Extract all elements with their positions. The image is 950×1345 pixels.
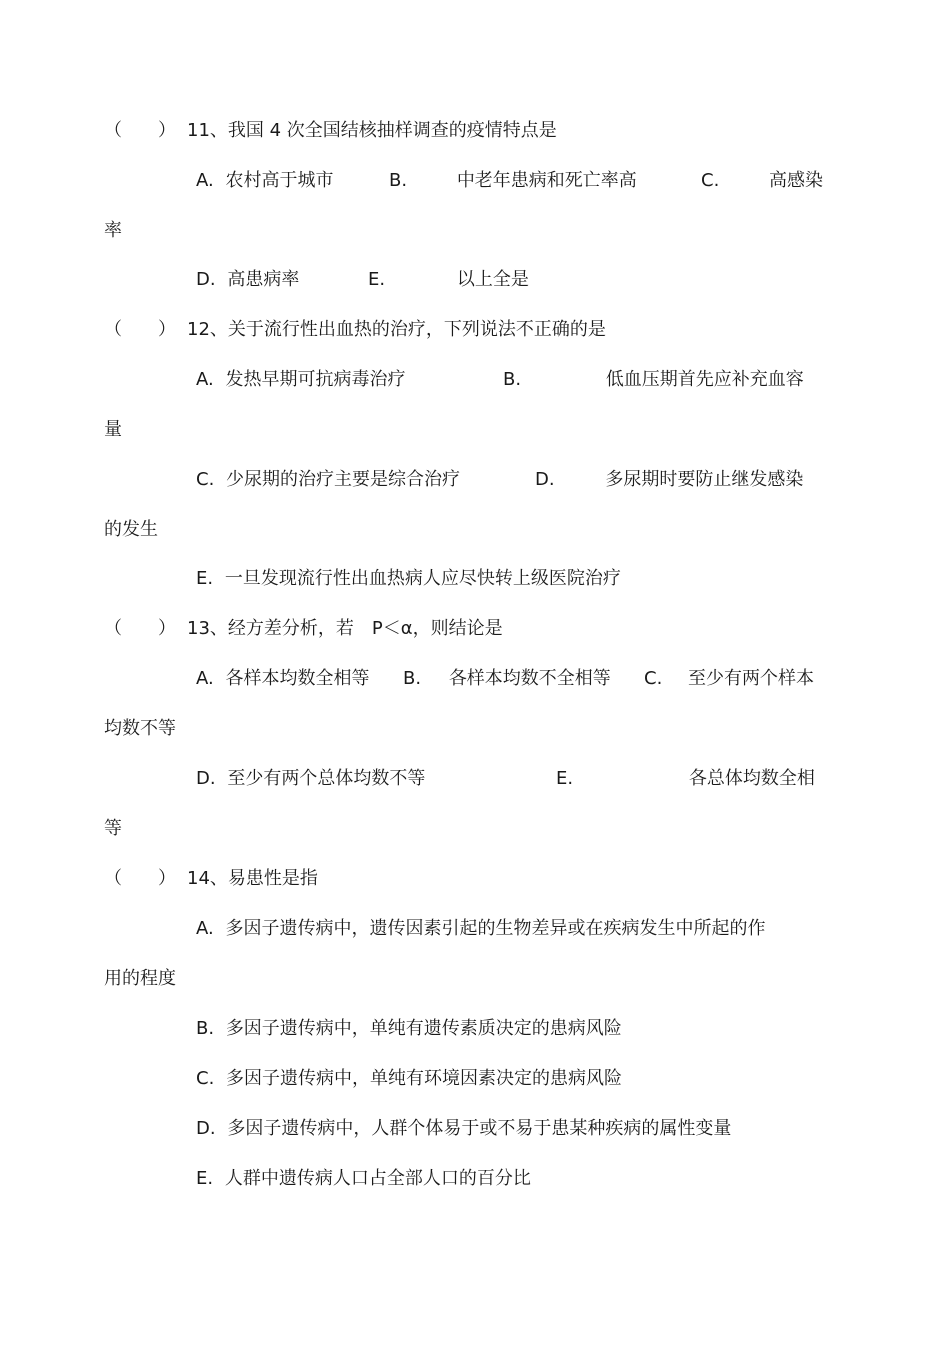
question-13-option-d [196,767,425,791]
option-text: 各总体均数全相 [688,768,815,789]
answer-paren: （ ） [104,618,176,639]
option-letter: B. [389,170,408,191]
option-letter: E. [196,568,214,589]
option-letter: B. [503,369,522,390]
question-14-stem [104,867,318,891]
option-text: 高感染 [769,170,824,191]
option-text: 高患病率 [227,269,300,290]
question-13-option-c-wrap [104,717,176,741]
option-letter: B. [403,668,422,689]
option-text-continued: 用的程度 [104,968,176,989]
option-letter: E. [368,269,386,290]
option-text: 人群中遗传病人口占全部人口的百分比 [224,1168,531,1189]
question-13-option-b [403,667,611,691]
question-11-option-c-wrap [104,219,122,243]
option-letter: A. [196,369,214,390]
question-13-stem [104,617,503,641]
question-14-option-a [196,917,765,941]
question-11-option-b [389,169,637,193]
answer-paren: （ ） [104,868,176,889]
option-letter: D. [196,768,216,789]
question-12-option-a [196,368,405,392]
option-letter: C. [701,170,720,191]
question-12-option-c [196,468,460,492]
question-11-option-c [701,169,823,193]
option-letter: C. [644,668,663,689]
question-12-option-d-wrap [104,518,158,542]
option-letter: C. [196,469,215,490]
option-text: 多因子遗传病中，人群个体易于或不易于患某种疾病的属性变量 [227,1118,732,1139]
question-13-option-a [196,667,369,691]
option-text: 多因子遗传病中，遗传因素引起的生物差异或在疾病发生中所起的作 [225,918,766,939]
question-14-option-a-wrap [104,967,176,991]
option-text: 多因子遗传病中，单纯有遗传素质决定的患病风险 [225,1018,622,1039]
option-text: 一旦发现流行性出血热病人应尽快转上级医院治疗 [224,568,621,589]
option-text-continued: 率 [104,220,122,241]
option-text: 至少有两个总体均数不等 [227,768,426,789]
question-14-option-c [196,1067,622,1091]
option-letter: A. [196,918,214,939]
question-13-option-c [644,667,814,691]
question-11-option-e [368,268,529,292]
option-text: 农村高于城市 [225,170,334,191]
option-letter: A. [196,170,214,191]
option-text: 各样本均数全相等 [225,668,370,689]
option-text: 发热早期可抗病毒治疗 [225,369,406,390]
question-14-option-b [196,1017,622,1041]
option-letter: D. [196,269,216,290]
option-text: 低血压期首先应补充血容 [605,369,804,390]
option-letter: B. [196,1018,215,1039]
option-letter: D. [535,469,555,490]
question-text: 11、我国 4 次全国结核抽样调查的疫情特点是 [187,120,557,141]
question-12-stem [104,318,606,342]
answer-paren: （ ） [104,120,176,141]
option-text: 各样本均数不全相等 [448,668,611,689]
option-letter: C. [196,1068,215,1089]
option-letter: A. [196,668,214,689]
question-13-option-e [556,767,815,791]
question-12-option-b-wrap [104,418,122,442]
question-11-option-d [196,268,299,292]
option-text-continued: 均数不等 [104,718,176,739]
question-12-option-e [196,567,621,591]
question-11-option-a [196,169,333,193]
question-12-option-b [503,368,804,392]
option-letter: D. [196,1118,216,1139]
option-text: 至少有两个样本 [688,668,815,689]
question-14-option-d [196,1117,731,1141]
question-text: 12、关于流行性出血热的治疗，下列说法不正确的是 [187,319,606,340]
option-text: 多因子遗传病中，单纯有环境因素决定的患病风险 [226,1068,623,1089]
question-13-option-e-wrap [104,817,122,841]
option-text: 以上全是 [456,269,529,290]
question-text: 14、易患性是指 [187,868,318,889]
option-text-continued: 的发生 [104,519,158,540]
question-11-stem [104,119,557,143]
option-letter: E. [196,1168,214,1189]
option-text-continued: 量 [104,419,122,440]
question-text: 13、经方差分析，若 P＜α，则结论是 [187,618,503,639]
option-text: 少尿期的治疗主要是综合治疗 [226,469,461,490]
option-text-continued: 等 [104,818,122,839]
question-14-option-e [196,1167,531,1191]
answer-paren: （ ） [104,319,176,340]
option-text: 中老年患病和死亡率高 [456,170,637,191]
option-letter: E. [556,768,574,789]
option-text: 多尿期时要防止继发感染 [605,469,804,490]
question-12-option-d [535,468,803,492]
